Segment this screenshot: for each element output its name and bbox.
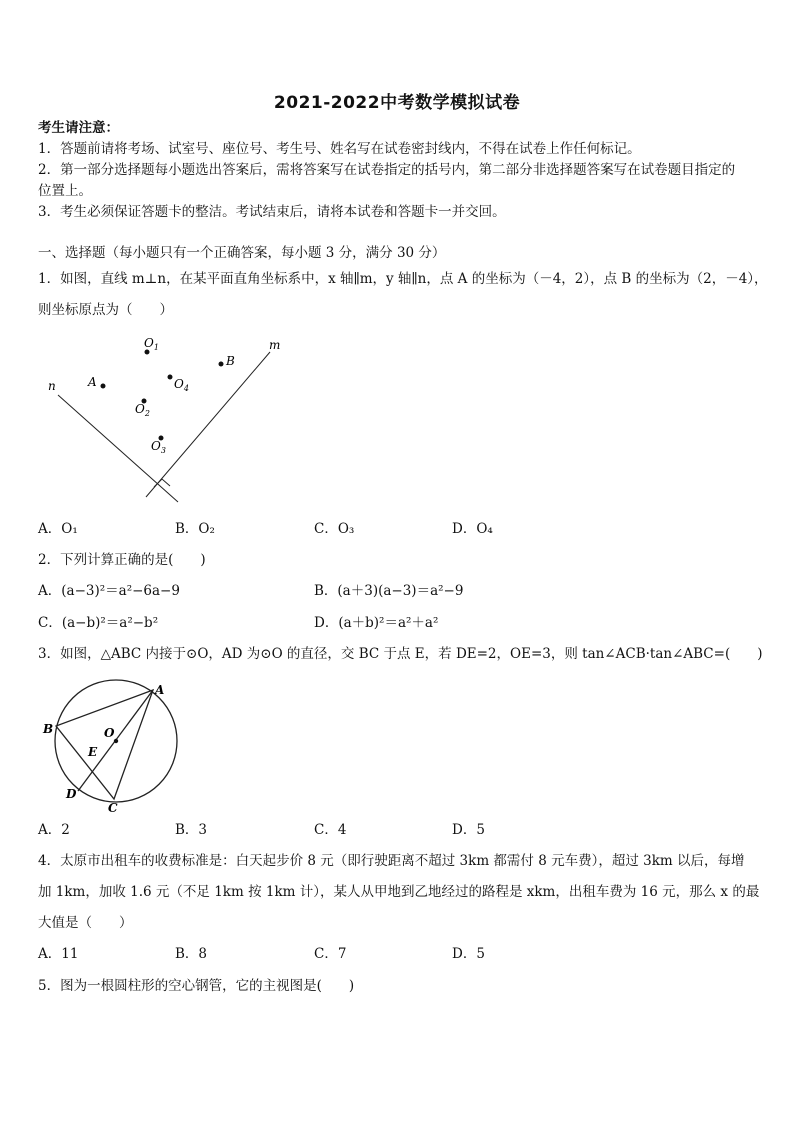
q4-option-b[interactable]: B．8 [175, 946, 208, 962]
label-B: B [226, 354, 235, 368]
q4-option-d[interactable]: D．5 [452, 946, 485, 962]
label-O2: $O_2$ [135, 402, 150, 418]
notice-item: 1．答题前请将考场、试室号、座位号、考生号、姓名写在试卷密封线内，不得在试卷上作任何标记。 [38, 141, 641, 157]
question-1-stem-cont: 则坐标原点为（ ） [38, 302, 173, 318]
q1-option-d[interactable]: D．O₄ [452, 521, 493, 537]
question-4-stem: 4．太原市出租车的收费标准是：白天起步价 8 元（即行驶距离不超过 3km 都需付 8 元车费），超过 3km 以后，每增 [38, 853, 745, 869]
q3-option-c[interactable]: C．4 [314, 822, 347, 838]
q2-option-c[interactable]: C．(a−b)²＝a²−b² [38, 615, 159, 631]
label-O3: $O_3$ [151, 439, 166, 455]
q3-option-b[interactable]: B．3 [175, 822, 208, 838]
question-1-stem: 1．如图，直线 m⊥n，在某平面直角坐标系中，x 轴∥m，y 轴∥n，点 A 的坐标为（－4，2），点 B 的坐标为（2，－4）， [38, 271, 768, 287]
line-m [146, 352, 270, 497]
q1-option-c[interactable]: C．O₃ [314, 521, 355, 537]
label-O1: $O_1$ [144, 336, 159, 352]
question-3-figure [38, 678, 188, 818]
question-4-stem-cont: 加 1km，加收 1.6 元（不足 1km 按 1km 计），某人从甲地到乙地经过的路程是 xkm，出租车费为 16 元，那么 x 的最 [38, 884, 760, 900]
notice-item: 3．考生必须保证答题卡的整洁。考试结束后，请将本试卷和答题卡一并交回。 [38, 204, 506, 220]
label-n: n [48, 379, 56, 393]
question-3-stem: 3．如图，△ABC 内接于⊙O，AD 为⊙O 的直径，交 BC 于点 E，若 DE=2，OE=3，则 tan∠ACB·tan∠ABC=( ) [38, 646, 763, 662]
section-heading: 一、选择题（每小题只有一个正确答案，每小题 3 分，满分 30 分） [38, 245, 446, 261]
question-4-stem-cont: 大值是（ ） [38, 915, 133, 931]
label-A: A [88, 375, 97, 389]
point-O4 [168, 375, 173, 380]
q1-option-b[interactable]: B．O₂ [175, 521, 215, 537]
q2-option-d[interactable]: D．(a＋b)²＝a²＋a² [314, 615, 439, 631]
notice-item: 2．第一部分选择题每小题选出答案后，需将答案写在试卷指定的括号内，第二部分非选择题答案写在试卷题目指定的 [38, 162, 736, 178]
label-E: E [88, 745, 98, 759]
label-A: A [155, 683, 165, 697]
label-m: m [269, 338, 281, 352]
notice-heading: 考生请注意： [38, 120, 119, 136]
q3-option-a[interactable]: A．2 [38, 822, 70, 838]
point-A [101, 384, 106, 389]
q2-option-a[interactable]: A．(a−3)²＝a²−6a−9 [38, 583, 180, 599]
center-O [114, 739, 118, 743]
question-5-stem: 5．图为一根圆柱形的空心钢管，它的主视图是( ) [38, 978, 355, 994]
point-O1 [145, 350, 150, 355]
label-B: B [43, 722, 54, 736]
q2-option-b[interactable]: B．(a＋3)(a−3)＝a²−9 [314, 583, 464, 599]
notice-item: 位置上。 [38, 183, 92, 199]
q4-option-a[interactable]: A．11 [38, 946, 79, 962]
q4-option-c[interactable]: C．7 [314, 946, 347, 962]
label-D: D [66, 787, 77, 801]
label-O4: $O_4$ [174, 377, 189, 393]
question-2-stem: 2．下列计算正确的是( ) [38, 552, 206, 568]
page-title: 2021-2022中考数学模拟试卷 [273, 93, 521, 113]
question-1-figure [40, 330, 290, 510]
q1-option-a[interactable]: A．O₁ [38, 521, 78, 537]
point-B [219, 362, 224, 367]
label-O: O [104, 726, 115, 740]
q3-option-d[interactable]: D．5 [452, 822, 485, 838]
label-C: C [108, 801, 118, 815]
